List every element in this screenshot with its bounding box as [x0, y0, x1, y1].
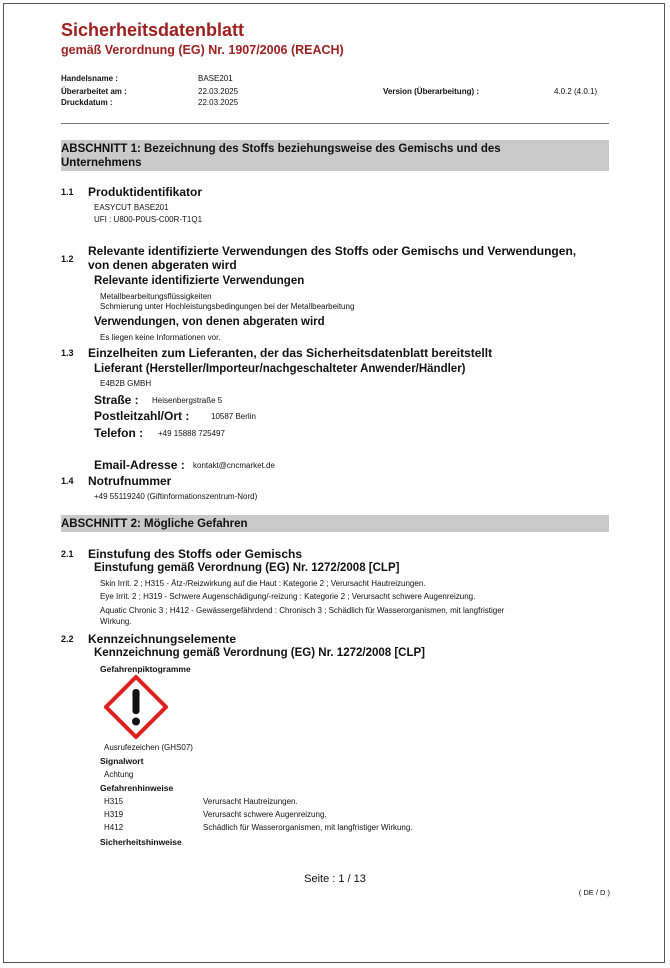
advised-against-heading: Verwendungen, von denen abgeraten wird	[94, 316, 325, 328]
supplier-heading: Lieferant (Hersteller/Importeur/nachgeschalteter Anwender/Händler)	[94, 363, 466, 375]
printed-value: 22.03.2025	[198, 98, 239, 107]
hazard-text: Schädlich für Wasserorganismen, mit langfristiger Wirkung.	[203, 823, 413, 832]
document-subtitle: gemäß Verordnung (EG) Nr. 1907/2006 (REACH)	[61, 43, 344, 57]
section-1-1-title: Produktidentifikator	[88, 185, 203, 199]
phone-label: Telefon :	[94, 426, 144, 440]
section-2-bar	[61, 515, 609, 532]
clp-classification-heading: Einstufung gemäß Verordnung (EG) Nr. 1272/2008 [CLP]	[94, 562, 400, 574]
zip-city-value: 10587 Berlin	[211, 412, 256, 421]
section-2-title: ABSCHNITT 2: Mögliche Gefahren	[61, 518, 248, 530]
section-1-title-line2: Unternehmens	[61, 157, 142, 169]
phone-value: +49 15888 725497	[158, 429, 225, 438]
document-title: Sicherheitsdatenblatt	[61, 20, 245, 40]
street-value: Heisenbergstraße 5	[152, 396, 223, 405]
ufi-code: UFI : U800-P0US-C00R-T1Q1	[94, 215, 203, 224]
hazard-code: H319	[104, 810, 124, 819]
section-1-2-number: 1.2	[61, 254, 74, 264]
hazard-text: Verursacht Hautreizungen.	[203, 797, 298, 806]
signal-word-heading: Signalwort	[100, 756, 144, 766]
pictograms-heading: Gefahrenpiktogramme	[100, 664, 191, 674]
pictogram-caption: Ausrufezeichen (GHS07)	[104, 743, 193, 752]
classification-2: Eye Irrit. 2 ; H319 - Schwere Augenschädigung/-reizung : Kategorie 2 ; Verursacht schwere Augenreizung.	[100, 592, 476, 601]
hazard-code: H315	[104, 797, 124, 806]
email-label: Email-Adresse :	[94, 458, 185, 472]
zip-city-label: Postleitzahl/Ort :	[94, 409, 190, 423]
section-1-4-number: 1.4	[61, 476, 74, 486]
revised-value: 22.03.2025	[198, 87, 239, 96]
classification-3-line1: Aquatic Chronic 3 ; H412 - Gewässergefährdend : Chronisch 3 ; Schädlich für Wasserorganismen, mit langfristiger	[100, 606, 505, 615]
product-name: EASYCUT BASE201	[94, 203, 169, 212]
company-name: E4B2B GMBH	[100, 379, 152, 388]
section-1-2-title-line1: Relevante identifizierte Verwendungen des Stoffs oder Gemischs und Verwendungen,	[88, 244, 577, 258]
signal-word-value: Achtung	[104, 770, 134, 779]
section-1-3-title: Einzelheiten zum Lieferanten, der das Sicherheitsdatenblatt bereitstellt	[88, 346, 493, 360]
clp-labelling-heading: Kennzeichnung gemäß Verordnung (EG) Nr. 1272/2008 [CLP]	[94, 647, 426, 659]
hazard-text: Verursacht schwere Augenreizung.	[203, 810, 327, 819]
street-label: Straße :	[94, 393, 139, 407]
section-2-1-number: 2.1	[61, 549, 74, 559]
classification-1: Skin Irrit. 2 ; H315 - Ätz-/Reizwirkung auf die Haut : Kategorie 2 ; Verursacht Hautreizungen.	[100, 579, 426, 588]
email-value: kontakt@cncmarket.de	[193, 461, 275, 470]
advised-against-text: Es liegen keine Informationen vor.	[100, 333, 221, 342]
classification-3-line2: Wirkung.	[100, 617, 132, 626]
section-2-2-title: Kennzeichnungselemente	[88, 632, 237, 646]
section-1-2-title-line2: von denen abgeraten wird	[88, 258, 237, 272]
section-1-4-title: Notrufnummer	[88, 474, 172, 488]
trade-name-label: Handelsname :	[61, 74, 118, 83]
use-item-2: Schmierung unter Hochleistungsbedingungen bei der Metallbearbeitung	[100, 302, 355, 311]
emergency-number: +49 55119240 (Giftinformationszentrum-Nord)	[94, 492, 258, 501]
identified-uses-heading: Relevante identifizierte Verwendungen	[94, 275, 305, 287]
hazard-code: H412	[104, 823, 124, 832]
section-1-title-line1: ABSCHNITT 1: Bezeichnung des Stoffs beziehungsweise des Gemischs und des	[61, 143, 501, 155]
printed-label: Druckdatum :	[61, 98, 113, 107]
version-value: 4.0.2 (4.0.1)	[554, 87, 598, 96]
header-divider	[61, 123, 609, 124]
ghs07-exclamation-icon	[104, 675, 168, 739]
section-1-1-number: 1.1	[61, 187, 74, 197]
use-item-1: Metallbearbeitungsflüssigkeiten	[100, 292, 212, 301]
section-1-3-number: 1.3	[61, 348, 74, 358]
section-2-1-title: Einstufung des Stoffs oder Gemischs	[88, 547, 303, 561]
language-code: ( DE / D )	[578, 888, 610, 897]
section-1-bar	[61, 140, 609, 171]
page-number: Seite : 1 / 13	[304, 873, 366, 885]
trade-name-value: BASE201	[198, 74, 233, 83]
revised-label: Überarbeitet am :	[61, 87, 127, 96]
section-2-2-number: 2.2	[61, 634, 74, 644]
version-label: Version (Überarbeitung) :	[383, 87, 480, 96]
hazard-statements-heading: Gefahrenhinweise	[100, 783, 174, 793]
precautionary-statements-heading: Sicherheitshinweise	[100, 837, 182, 847]
